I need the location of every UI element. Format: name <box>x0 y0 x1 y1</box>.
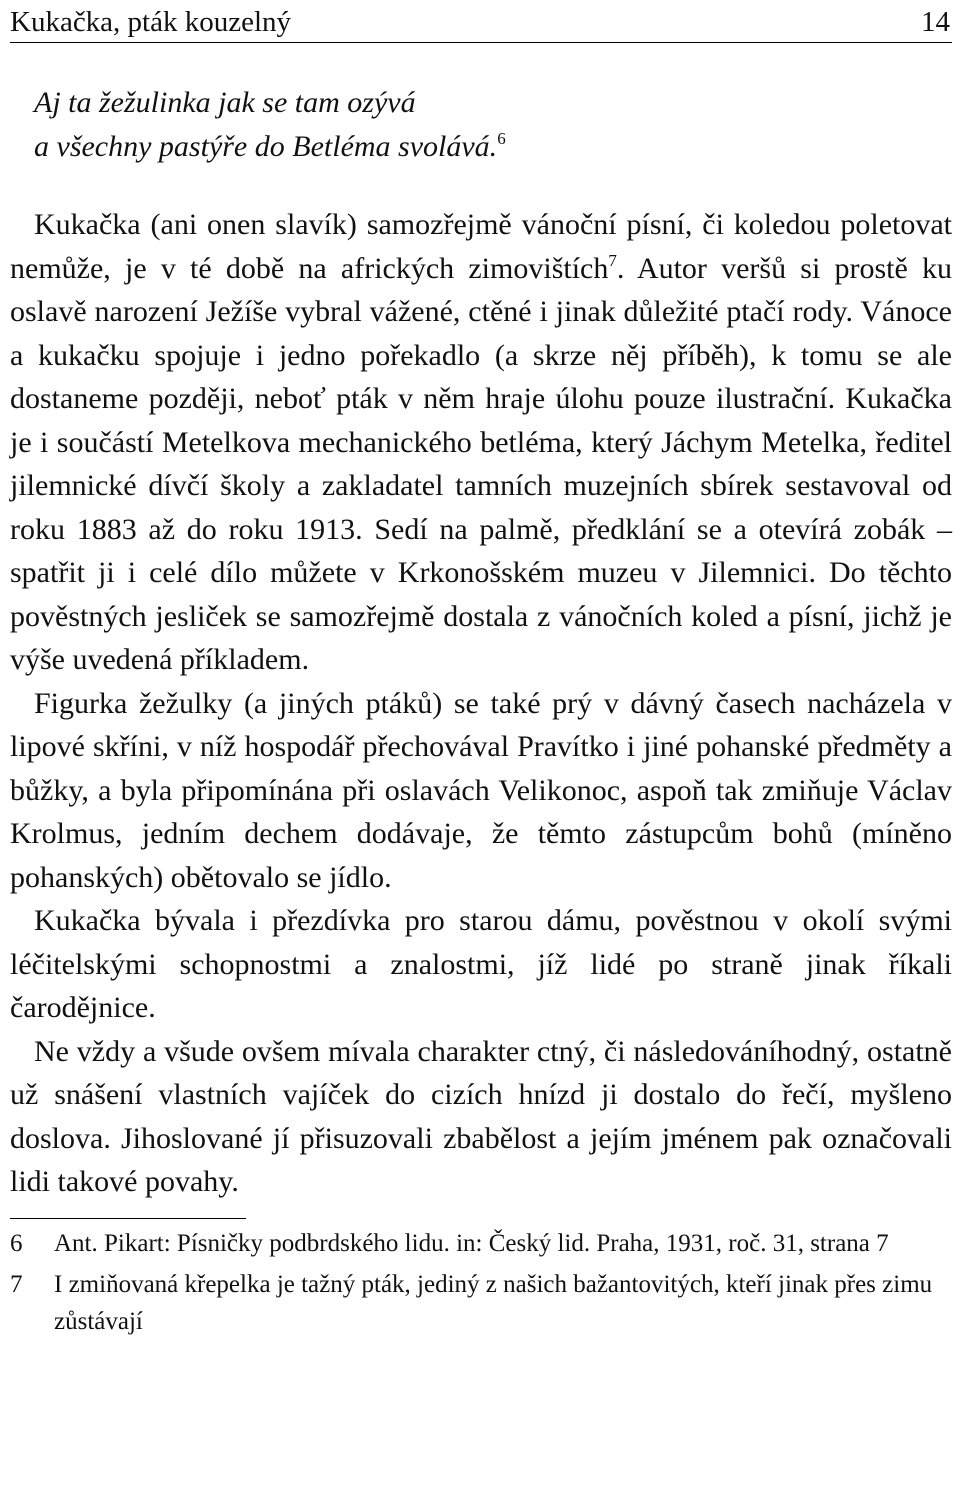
document-page <box>10 0 952 1487</box>
footnote-ref[interactable]: 7 <box>608 250 617 270</box>
footnote <box>10 1225 952 1262</box>
verse-line: a všechny pastýře do Betléma svolává. <box>34 130 498 163</box>
paragraph <box>10 203 952 682</box>
footnote <box>10 1266 952 1340</box>
paragraph-text: . Autor veršů si prostě ku oslavě narození Ježíše vybral vážené, ctěné i jinak důležité ptačí rody. Vánoce a kukačku spojuje i jedno pořekadlo (a skrze něj příběh), k tomu se ale dostaneme později, neboť pták v něm hraje úlohu pouze ilustrační. Kukačka je i součástí Metelkova mechanického betléma, který Jáchym Metelka, ředitel jilemnické dívčí školy a zakladatel tamních muzejních sbírek sestavoval od roku 1883 až do roku 1913. Sedí na palmě, předklání se a otevírá zobák – spatřit ji i celé dílo můžete v Krkonošském muzeu v Jilemnici. Do těchto pověstných jesliček se samozřejmě dostala z vánočních koled a písní, jichž je výše uvedená příkladem. <box>10 251 952 676</box>
footnote-number: 6 <box>10 1229 23 1257</box>
running-header <box>10 0 952 43</box>
verse-quote <box>34 81 952 169</box>
paragraph-text: Kukačka (ani onen slavík) samozřejmě vánoční písní, či koledou poletovat nemůže, je v té době na afrických zimovištích <box>10 208 952 285</box>
footnote-ref[interactable]: 6 <box>497 129 506 148</box>
footnote-separator <box>10 1218 246 1219</box>
footnotes <box>10 1225 952 1340</box>
page-number: 14 <box>921 6 950 38</box>
verse-line-with-ref <box>34 125 952 169</box>
footnote-number: 7 <box>10 1270 23 1298</box>
verse-line: Aj ta žežulinka jak se tam ozývá <box>34 86 416 119</box>
paragraph: Ne vždy a všude ovšem mívala charakter ctný, či následováníhodný, ostatně už snášení vlastních vajíček do cizích hnízd ji dostalo do řečí, myšleno doslova. Jihoslované jí přisuzovali zbabělost a jejím jménem pak označovali lidi takové povahy. <box>10 1034 952 1198</box>
body-text <box>10 203 952 1204</box>
paragraph: Figurka žežulky (a jiných ptáků) se také prý v dávný časech nacházela v lipové skříni, v níž hospodář přechovával Pravítko i jiné pohanské předměty a bůžky, a byla připomínána při oslavách Velikonoc, aspoň tak zmiňuje Václav Krolmus, jedním dechem dodávaje, že těmto zástupcům bohů (míněno pohanských) obětovalo se jídlo. <box>10 686 952 894</box>
footnote-text: Ant. Pikart: Písničky podbrdského lidu. in: Český lid. Praha, 1931, roč. 31, strana 7 <box>54 1229 889 1257</box>
paragraph: Kukačka bývala i přezdívka pro starou dámu, pověstnou v okolí svými léčitelskými schopnostmi a znalostmi, jíž lidé po straně jinak říkali čarodějnice. <box>10 904 952 1024</box>
running-title: Kukačka, pták kouzelný <box>10 6 292 38</box>
footnote-text: I zmiňovaná křepelka je tažný pták, jediný z našich bažantovitých, kteří jinak přes zimu zůstávají <box>54 1270 933 1335</box>
